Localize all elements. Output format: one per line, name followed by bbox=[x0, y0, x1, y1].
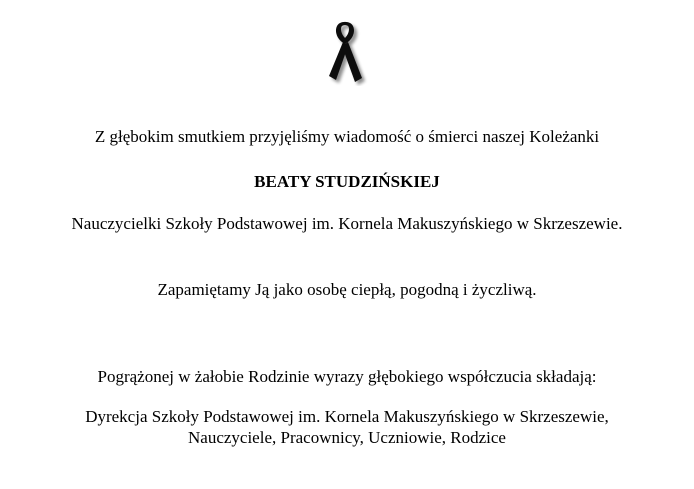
deceased-name: BEATY STUDZIŃSKIEJ bbox=[254, 172, 440, 191]
deceased-role: Nauczycielki Szkoły Podstawowej im. Kornela Makuszyńskiego w Skrzeszewie. bbox=[71, 214, 623, 233]
signature-line-2: Nauczyciele, Pracownicy, Uczniowie, Rodzice bbox=[188, 428, 506, 447]
intro-text: Z głębokim smutkiem przyjęliśmy wiadomość o śmierci naszej Koleżanki bbox=[94, 127, 600, 146]
mourning-ribbon-icon bbox=[324, 20, 368, 86]
signature-line-1: Dyrekcja Szkoły Podstawowej im. Kornela Makuszyńskiego w Skrzeszewie, bbox=[85, 407, 609, 426]
memory-text: Zapamiętamy Ją jako osobę ciepłą, pogodną i życzliwą. bbox=[157, 280, 537, 299]
condolence-text: Pogrążonej w żałobie Rodzinie wyrazy głębokiego współczucia składają: bbox=[97, 367, 597, 386]
